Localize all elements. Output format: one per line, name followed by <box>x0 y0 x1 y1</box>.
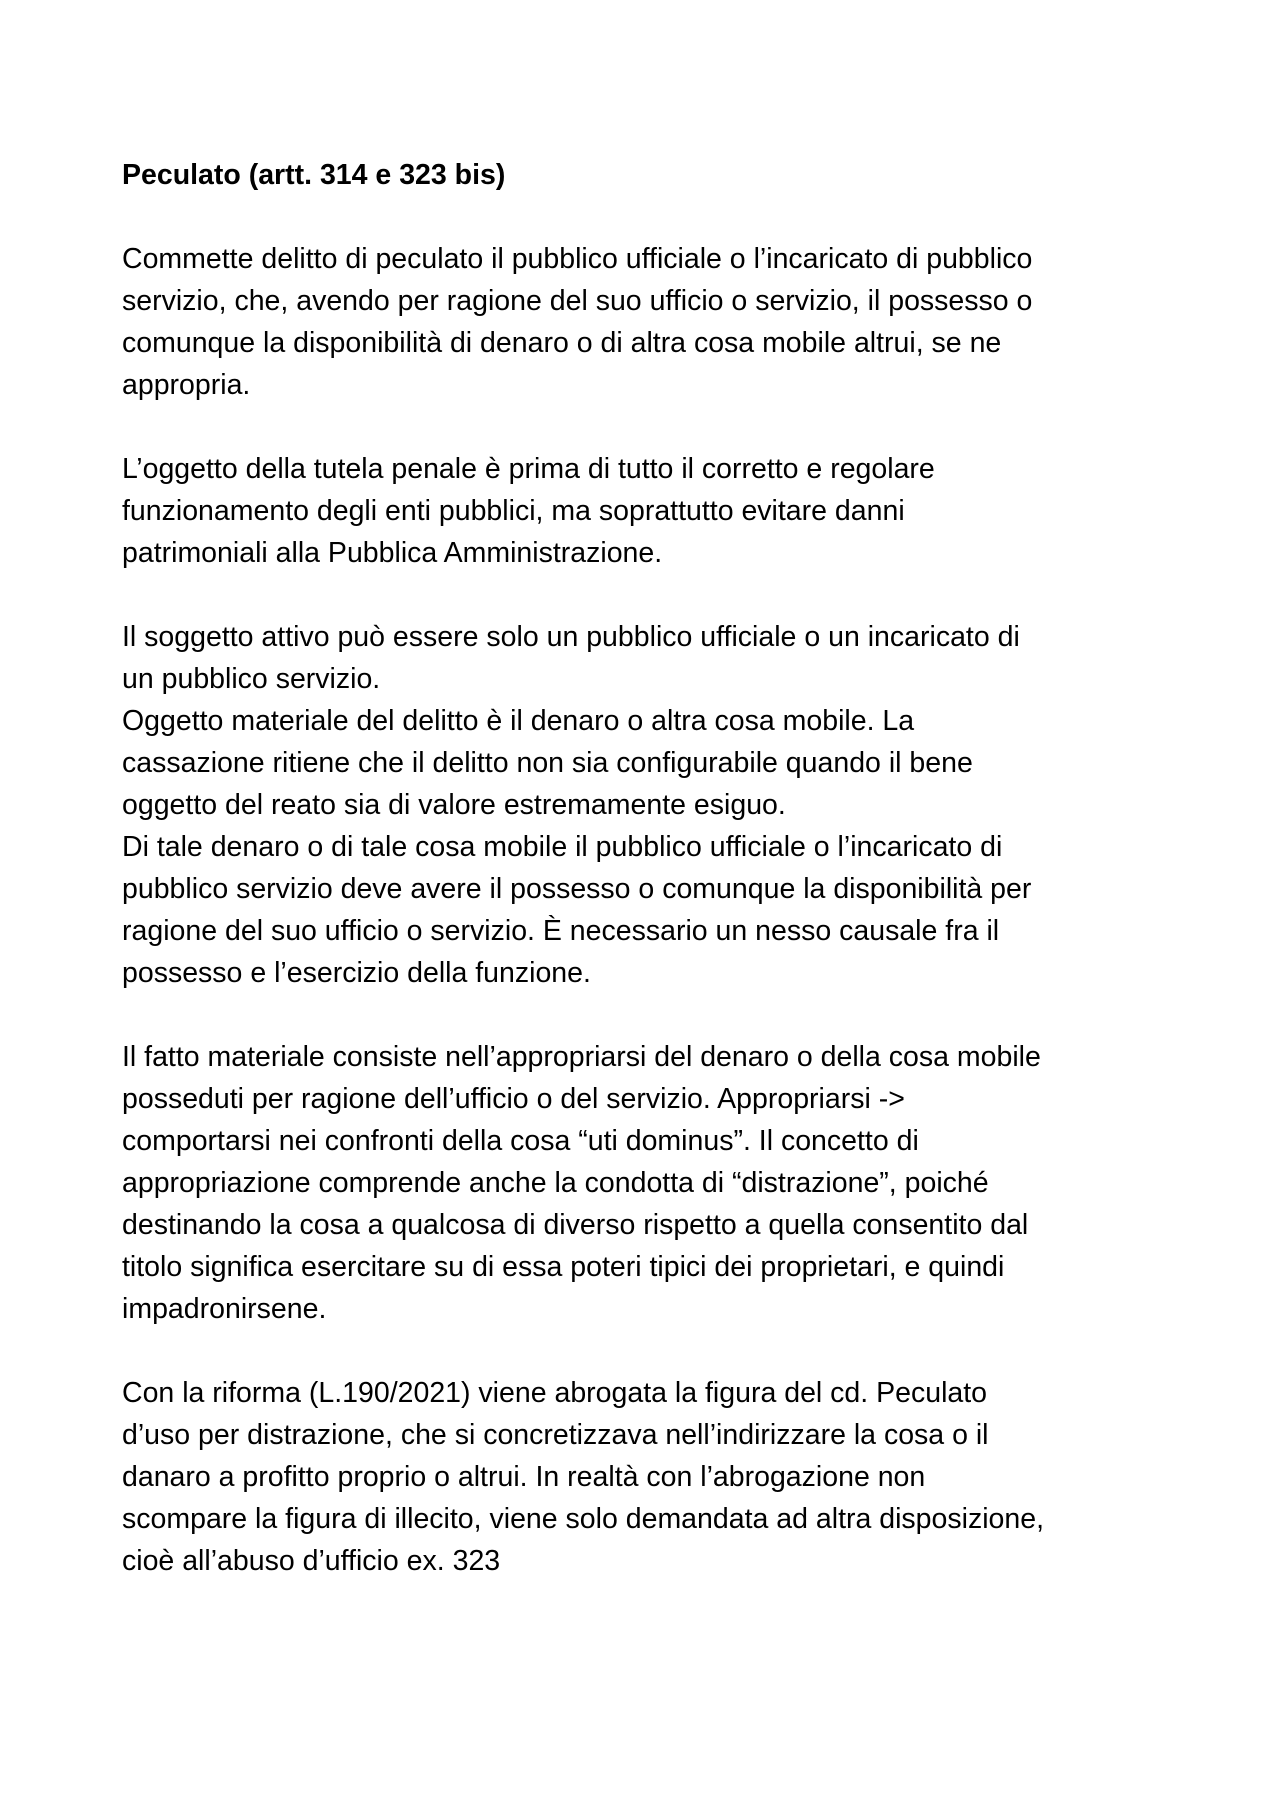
text-line: patrimoniali alla Pubblica Amministrazione. <box>122 537 663 569</box>
text-line: cioè all’abuso d’ufficio ex. 323 <box>122 1545 501 1577</box>
paragraph-spacer <box>122 196 1172 238</box>
paragraph-active-subject <box>122 616 1172 994</box>
text-line: un pubblico servizio. <box>122 663 381 695</box>
text-line: possesso e l’esercizio della funzione. <box>122 957 591 989</box>
text-line: pubblico servizio deve avere il possesso o comunque la disponibilità per <box>122 873 1032 905</box>
text-line: appropriazione comprende anche la condotta di “distrazione”, poiché <box>122 1167 989 1199</box>
text-line: oggetto del reato sia di valore estremamente esiguo. <box>122 789 786 821</box>
text-line: scompare la figura di illecito, viene solo demandata ad altra disposizione, <box>122 1503 1045 1535</box>
text-line: Oggetto materiale del delitto è il denaro o altra cosa mobile. La <box>122 705 915 737</box>
text-line: Di tale denaro o di tale cosa mobile il pubblico ufficiale o l’incaricato di <box>122 831 1003 863</box>
text-line: d’uso per distrazione, che si concretizzava nell’indirizzare la cosa o il <box>122 1419 989 1451</box>
paragraph-spacer <box>122 406 1172 448</box>
paragraph-spacer <box>122 994 1172 1036</box>
text-line: posseduti per ragione dell’ufficio o del servizio. Appropriarsi -> <box>122 1083 905 1115</box>
text-line: ragione del suo ufficio o servizio. È necessario un nesso causale fra il <box>122 915 1000 947</box>
text-line: Con la riforma (L.190/2021) viene abrogata la figura del cd. Peculato <box>122 1377 988 1409</box>
text-line: impadronirsene. <box>122 1293 327 1325</box>
text-line: Commette delitto di peculato il pubblico ufficiale o l’incaricato di pubblico <box>122 243 1033 275</box>
document-body <box>122 154 1172 1582</box>
text-line: Il soggetto attivo può essere solo un pubblico ufficiale o un incaricato di <box>122 621 1020 653</box>
text-line: L’oggetto della tutela penale è prima di tutto il corretto e regolare <box>122 453 935 485</box>
text-line: comunque la disponibilità di denaro o di altra cosa mobile altrui, se ne <box>122 327 1002 359</box>
text-line: funzionamento degli enti pubblici, ma soprattutto evitare danni <box>122 495 905 527</box>
text-line: danaro a profitto proprio o altrui. In realtà con l’abrogazione non <box>122 1461 926 1493</box>
text-line: appropria. <box>122 369 251 401</box>
paragraph-protected-interest <box>122 448 1172 574</box>
text-line: Il fatto materiale consiste nell’appropriarsi del denaro o della cosa mobile <box>122 1041 1041 1073</box>
paragraph-spacer <box>122 1330 1172 1372</box>
paragraph-material-fact <box>122 1036 1172 1330</box>
text-line: servizio, che, avendo per ragione del suo ufficio o servizio, il possesso o <box>122 285 1033 317</box>
paragraph-reform <box>122 1372 1172 1582</box>
text-line: titolo significa esercitare su di essa poteri tipici dei proprietari, e quindi <box>122 1251 1005 1283</box>
paragraph-spacer <box>122 574 1172 616</box>
text-line: cassazione ritiene che il delitto non sia configurabile quando il bene <box>122 747 973 779</box>
text-line: destinando la cosa a qualcosa di diverso rispetto a quella consentito dal <box>122 1209 1029 1241</box>
document-title: Peculato (artt. 314 e 323 bis) <box>122 159 506 191</box>
text-line: comportarsi nei confronti della cosa “uti dominus”. Il concetto di <box>122 1125 919 1157</box>
paragraph-definition <box>122 238 1172 406</box>
